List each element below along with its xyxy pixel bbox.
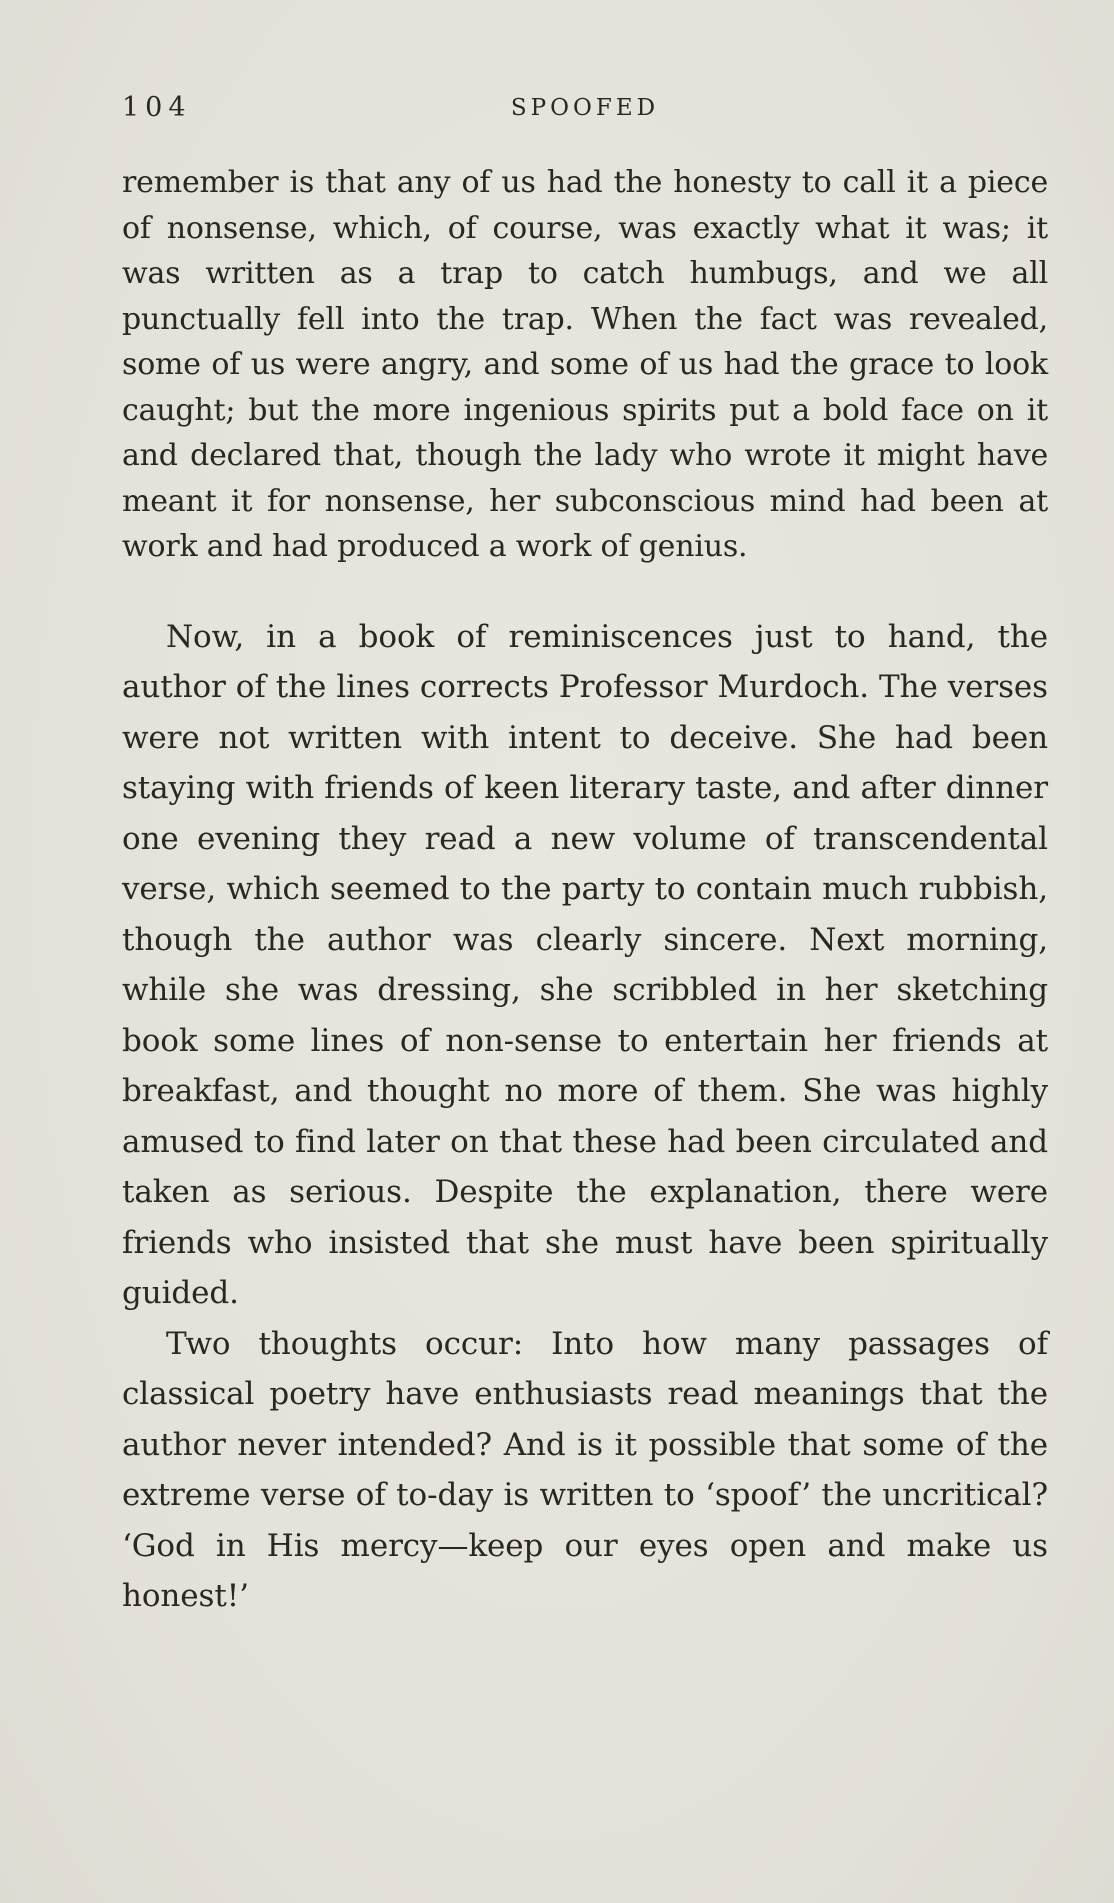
page-number: 104: [122, 92, 192, 123]
paragraph-3: Two thoughts occur: Into how many passages of classical poetry have enthusiasts read meanings that the author never intended? And is it possible that some of the extreme verse of to-day is written to ‘spoof’ the uncritical? ‘God in His mercy—keep our eyes open and make us honest!’: [122, 1325, 1048, 1614]
body-text: [122, 160, 1048, 1622]
paragraph-2: Now, in a book of reminiscences just to hand, the author of the lines corrects Professor Murdoch. The verses were not written with intent to deceive. She had been staying with friends of keen literary taste, and after dinner one evening they read a new volume of transcendental verse, which seemed to the party to contain much rubbish, though the author was clearly sincere. Next morning, while she was dressing, she scribbled in her sketching book some lines of non-sense to entertain her friends at breakfast, and thought no more of them. She was highly amused to find later on that these had been circulated and taken as serious. Despite the explanation, there were friends who insisted that she must have been spiritually guided.: [122, 618, 1048, 1311]
page-header: [122, 88, 1048, 128]
running-title: SPOOFED: [510, 95, 660, 121]
paragraph-1: remember is that any of us had the honesty to call it a piece of nonsense, which, of course, was exactly what it was; it was written as a trap to catch humbugs, and we all punctually fell into the trap. When the fact was revealed, some of us were angry, and some of us had the grace to look caught; but the more ingenious spirits put a bold face on it and declared that, though the lady who wrote it might have meant it for nonsense, her subconscious mind had been at work and had produced a work of genius.: [122, 165, 1048, 564]
